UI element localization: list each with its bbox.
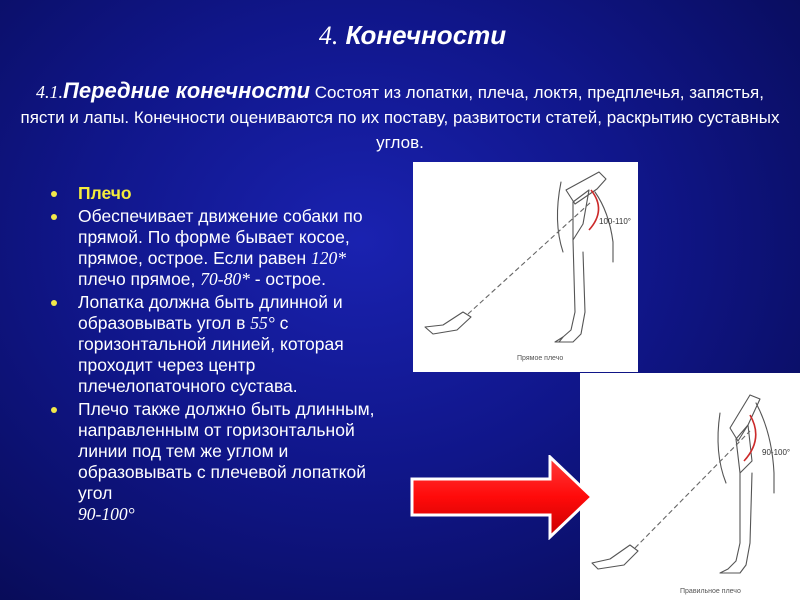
bullet-text: Лопатка должна быть длинной и образовывать угол в bbox=[78, 292, 343, 333]
intro-text: Состоят из лопатки, плеча, локтя, предплечья, запястья, пясти и лапы. Конечности оцениваются по их поставу, развитости статей, раскрытию суставных углов. bbox=[20, 83, 780, 152]
intro-paragraph bbox=[20, 78, 780, 155]
bullet-heading bbox=[45, 183, 390, 204]
subtitle: Передние конечности bbox=[63, 78, 311, 103]
bullet-text: плечо прямое, bbox=[78, 269, 201, 289]
slide-title bbox=[25, 20, 800, 51]
bullet-text: Плечо также должно быть длинным, направленным от горизонтальной линии под тем же углом и образовывать с плечевой лопаткой угол bbox=[78, 399, 375, 503]
figure-correct-shoulder bbox=[580, 373, 800, 600]
subtitle-number: 4.1. bbox=[36, 82, 64, 102]
angle-label-2: 90-100° bbox=[762, 448, 791, 457]
bullet-value: 120* bbox=[311, 248, 347, 268]
red-arrow-icon bbox=[410, 455, 595, 540]
bullet-item bbox=[45, 206, 390, 290]
bullet-list bbox=[45, 183, 390, 527]
bullet-item bbox=[45, 292, 390, 397]
bullet-value: 55° bbox=[250, 313, 275, 333]
bullet-value: 70-80* bbox=[200, 269, 250, 289]
bullet-dot bbox=[51, 214, 57, 220]
bullet-dot bbox=[51, 407, 57, 413]
figure-straight-shoulder bbox=[413, 162, 638, 372]
bullet-value: 90-100° bbox=[78, 504, 135, 524]
bullet-text: Обеспечивает движение собаки по прямой. По форме бывает косое, прямое, острое. Если равен bbox=[78, 206, 363, 268]
bullet-text: с горизонтальной линией, которая проходит через центр плечелопаточного сустава. bbox=[78, 313, 344, 396]
bullet-text: - острое. bbox=[249, 269, 326, 289]
bullet-dot bbox=[51, 300, 57, 306]
title-number: 4. bbox=[318, 21, 339, 50]
bullet-dot bbox=[51, 191, 57, 197]
bullet-heading-text: Плечо bbox=[78, 183, 132, 203]
leg-diagram-1 bbox=[413, 162, 638, 372]
figure-caption-2: Правильное плечо bbox=[680, 588, 741, 595]
angle-label-1: 100-110° bbox=[599, 217, 631, 226]
bullet-item bbox=[45, 399, 390, 525]
title-text: Конечности bbox=[338, 20, 507, 50]
leg-diagram-2 bbox=[580, 373, 800, 600]
figure-caption-1: Прямое плечо bbox=[517, 355, 564, 362]
